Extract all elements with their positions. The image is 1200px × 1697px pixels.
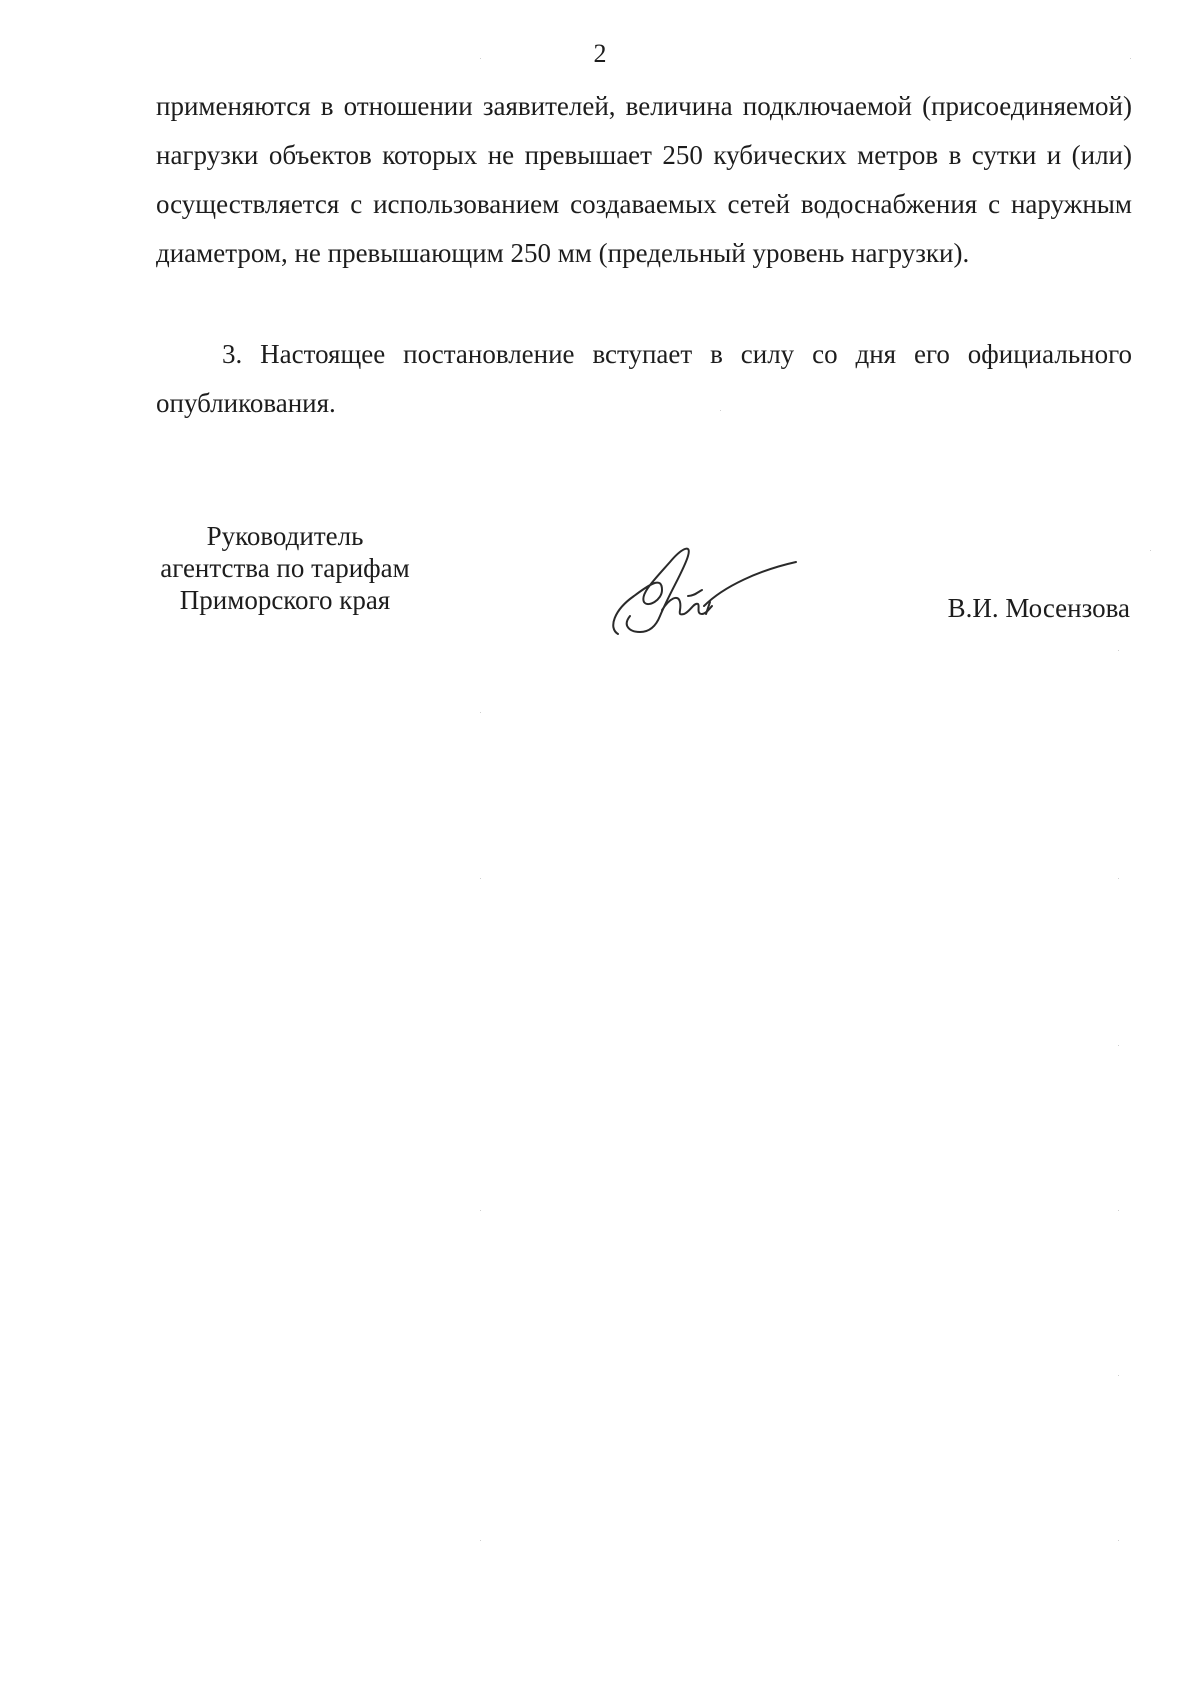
signature-block [0, 520, 1200, 640]
signatory-position-line-3: Приморского края [179, 585, 391, 615]
scan-speck [1118, 1540, 1119, 1541]
scan-speck [1150, 550, 1151, 551]
signatory-position [140, 520, 430, 616]
scan-speck [480, 58, 481, 59]
scan-speck [1118, 878, 1119, 879]
paragraph-effective-date: 3. Настоящее постановление вступает в силу со дня его официального опубликования. [156, 339, 1132, 418]
scan-speck [480, 1210, 481, 1211]
scan-speck [480, 712, 481, 713]
page-number: 2 [593, 39, 607, 68]
handwritten-signature-icon [600, 536, 800, 641]
scan-speck [1118, 1210, 1119, 1211]
signatory-name: В.И. Мосензова [947, 593, 1130, 623]
scan-speck [1130, 58, 1131, 59]
scan-speck [1118, 650, 1119, 651]
scan-speck [480, 878, 481, 879]
scan-speck [480, 1540, 481, 1541]
signatory-position-line-2: агентства по тарифам [160, 553, 410, 583]
scan-speck [1118, 1375, 1119, 1376]
signatory-position-line-1: Руководитель [206, 521, 364, 551]
scan-speck [1118, 1045, 1119, 1046]
scan-speck [720, 410, 721, 411]
paragraph-continuation: применяются в отношении заявителей, величина подключаемой (присоединяемой) нагрузки объектов которых не превышает 250 кубических метров в сутки и (или) осуществляется с использованием создаваемых сетей водоснабжения с наружным диаметром, не превышающим 250 мм (предельный уровень нагрузки). [156, 91, 1132, 268]
